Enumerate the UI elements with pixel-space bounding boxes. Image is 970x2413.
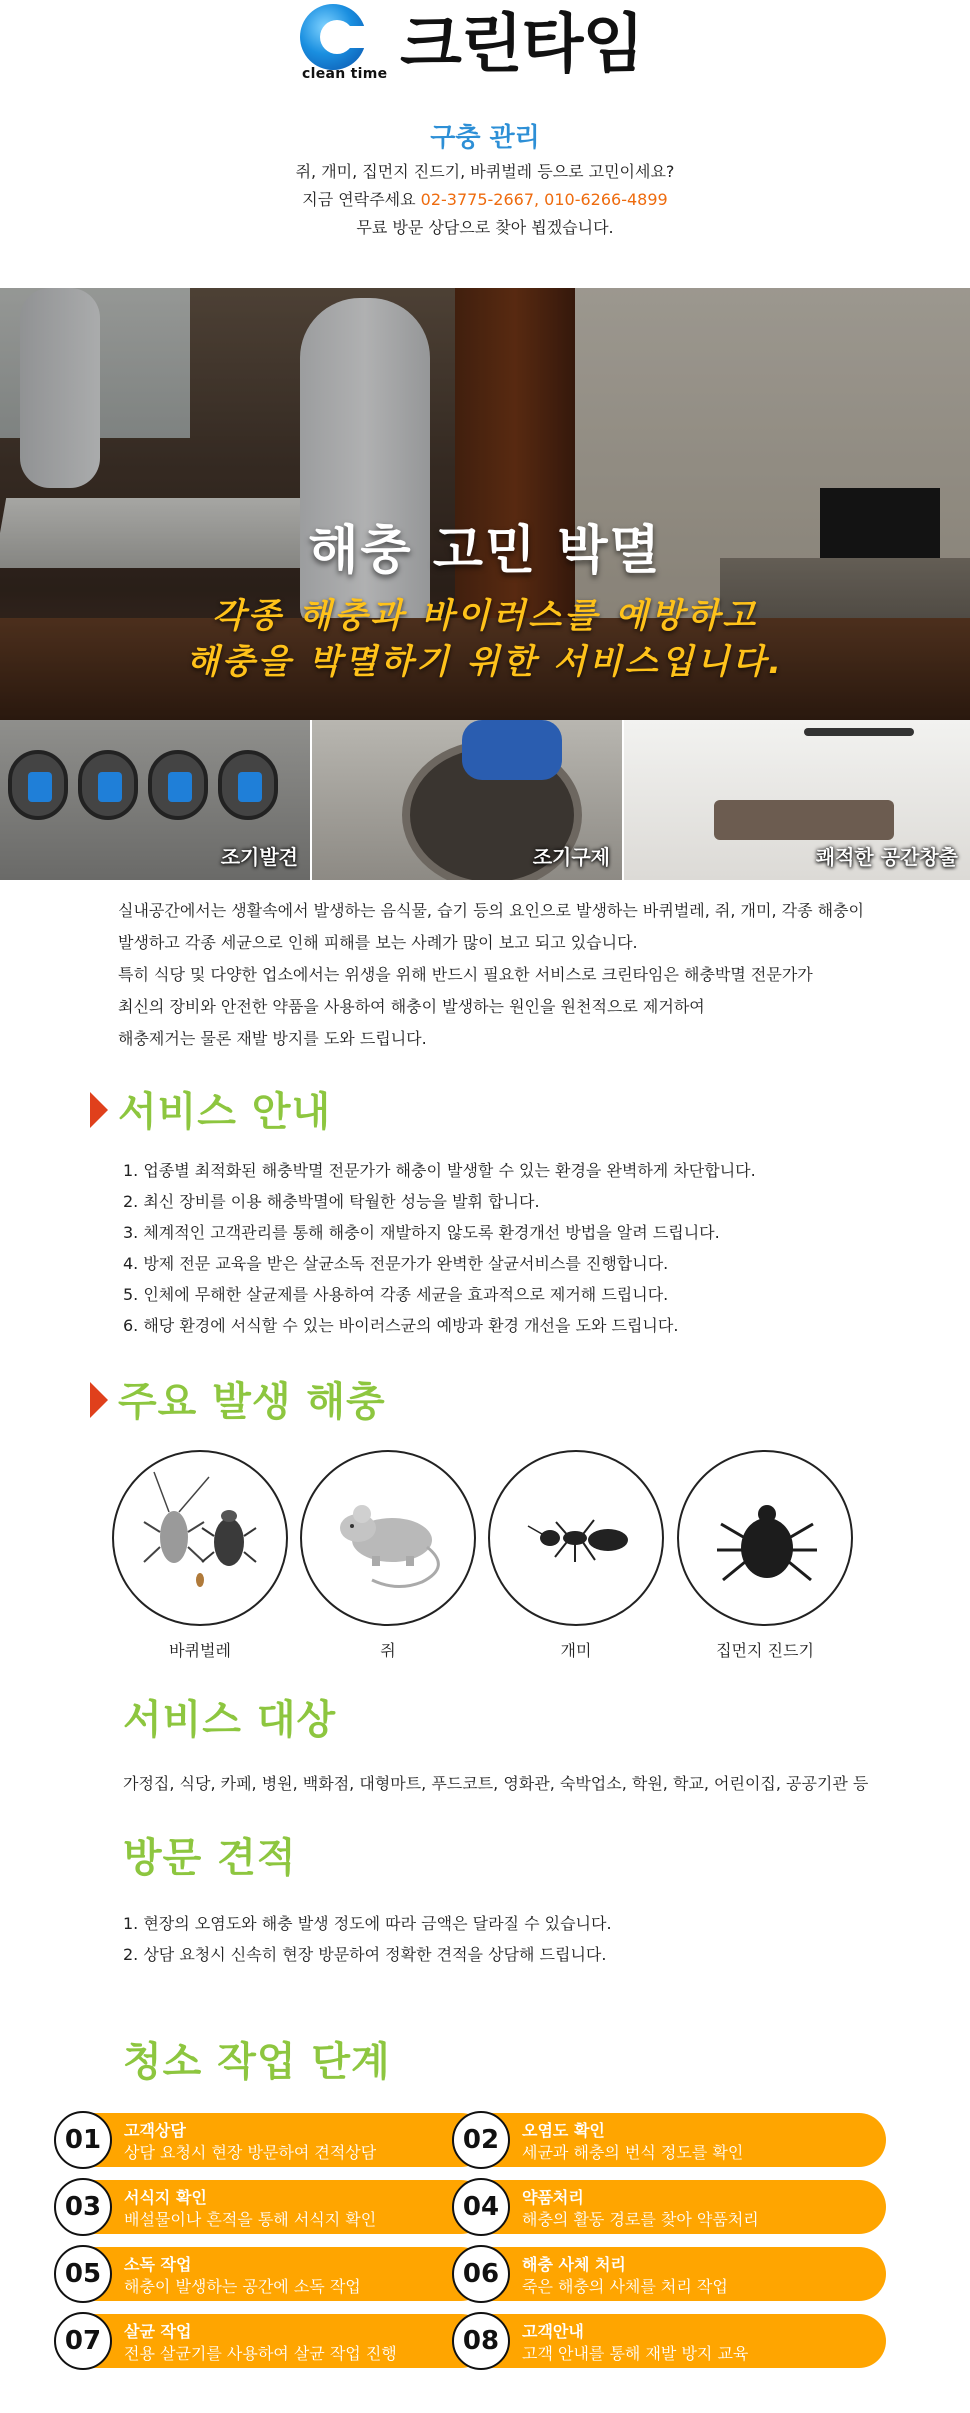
phone-number-link[interactable]: 02-3775-2667, 010-6266-4899 — [420, 190, 668, 209]
section-title: 서비스 안내 — [118, 1089, 332, 1135]
page-title: 구충 관리 — [430, 123, 540, 153]
step-item — [60, 2180, 488, 2234]
pest-label: 개미 — [560, 1641, 592, 1660]
step-title: 고객안내 — [522, 2322, 584, 2341]
sofa-image — [714, 800, 894, 840]
step-number: 06 — [452, 2245, 510, 2303]
step-description: 해충의 활동 경로를 찾아 약품처리 — [522, 2210, 759, 2229]
logo-c-mark — [300, 4, 366, 70]
step-number: 04 — [452, 2178, 510, 2236]
photo-strip — [0, 720, 970, 880]
arrow-right-icon — [90, 1382, 108, 1418]
step-title: 약품처리 — [522, 2188, 584, 2207]
description-line: 해충제거는 물론 재발 방지를 도와 드립니다. — [118, 1029, 427, 1048]
list-item: 5. 인체에 무해한 살균제를 사용하여 각종 세균을 효과적으로 제거해 드립니다. — [123, 1285, 669, 1304]
step-number: 08 — [452, 2312, 510, 2370]
trap-image — [78, 750, 138, 820]
logo-name: 크린타임 — [400, 8, 644, 82]
step-number: 03 — [54, 2178, 112, 2236]
section-title: 서비스 대상 — [123, 1697, 337, 1743]
step-title: 살균 작업 — [124, 2322, 192, 2341]
step-item — [60, 2247, 488, 2301]
intro-block — [0, 118, 970, 242]
step-description: 고객 안내를 통해 재발 방지 교육 — [522, 2344, 749, 2363]
visit-estimate-list — [123, 1908, 612, 1970]
pest-label: 바퀴벌레 — [169, 1641, 231, 1660]
step-number: 02 — [452, 2111, 510, 2169]
section-title: 방문 견적 — [123, 1835, 297, 1881]
step-title: 해충 사체 처리 — [522, 2255, 626, 2274]
list-item: 3. 체계적인 고객관리를 통해 해충이 재발하지 않도록 환경개선 방법을 알려 드립니다. — [123, 1223, 720, 1242]
pest-label: 집먼지 진드기 — [716, 1641, 814, 1660]
step-description: 죽은 해충의 사체를 처리 작업 — [522, 2277, 728, 2296]
section-title: 청소 작업 단계 — [123, 2039, 391, 2085]
step-item — [60, 2314, 488, 2368]
targets-line: 가정집, 식당, 카페, 병원, 백화점, 대형마트, 푸드코트, 영화관, 숙박업소, 학원, 학교, 어린이집, 공공기관 등 — [123, 1774, 869, 1793]
photo-caption: 조기발견 — [220, 845, 298, 869]
step-description: 세균과 해충의 번식 정도를 확인 — [522, 2143, 744, 2162]
step-item — [458, 2247, 886, 2301]
step-item — [60, 2113, 488, 2167]
step-item — [458, 2180, 886, 2234]
photo-clean-space — [624, 720, 970, 880]
list-item: 4. 방제 전문 교육을 받은 살균소독 전문가가 완벽한 살균서비스를 진행합니다. — [123, 1254, 669, 1273]
list-item: 2. 최신 장비를 이용 해충박멸에 탁월한 성능을 발휘 합니다. — [123, 1192, 540, 1211]
step-item — [458, 2314, 886, 2368]
step-number: 01 — [54, 2111, 112, 2169]
description-line: 특히 식당 및 다양한 업소에서는 위생을 위해 반드시 필요한 서비스로 크린타임은 해충박멸 전문가가 — [118, 965, 813, 984]
step-description: 배설물이나 흔적을 통해 서식지 확인 — [124, 2210, 377, 2229]
step-title: 서식지 확인 — [124, 2188, 207, 2207]
step-item — [458, 2113, 886, 2167]
description-line: 실내공간에서는 생활속에서 발생하는 음식물, 습기 등의 요인으로 발생하는 바퀴벌레, 쥐, 개미, 각종 해충이 — [118, 901, 864, 920]
intro-contact-prefix: 지금 연락주세요 — [302, 190, 421, 209]
hero-heading: 해충 고민 박멸 — [308, 521, 662, 581]
list-item: 1. 업종별 최적화된 해충박멸 전문가가 해충이 발생할 수 있는 환경을 완벽하게 차단합니다. — [123, 1161, 756, 1180]
description-line: 최신의 장비와 안전한 약품을 사용하여 해충이 발생하는 원인을 원천적으로 제거하여 — [118, 997, 705, 1016]
logo-subtitle: clean time — [302, 66, 388, 82]
service-guide-list — [123, 1155, 756, 1341]
intro-line-2 — [0, 186, 970, 214]
rat-icon — [300, 1450, 476, 1626]
photo-caption: 쾌적한 공간창출 — [815, 845, 958, 869]
step-title: 오염도 확인 — [522, 2121, 605, 2140]
intro-line-1: 쥐, 개미, 집먼지 진드기, 바퀴벌레 등으로 고민이세요? — [295, 162, 675, 181]
list-item: 6. 해당 환경에 서식할 수 있는 바이러스균의 예방과 환경 개선을 도와 드립니다. — [123, 1316, 679, 1335]
step-title: 소독 작업 — [124, 2255, 192, 2274]
trap-image — [218, 750, 278, 820]
intro-line-3: 무료 방문 상담으로 찾아 뵙겠습니다. — [356, 218, 614, 237]
section-service-guide — [90, 1080, 331, 1137]
step-description: 상담 요청시 현장 방문하여 견적상담 — [124, 2143, 377, 2162]
step-description: 해충이 발생하는 공간에 소독 작업 — [124, 2277, 361, 2296]
trap-image — [8, 750, 68, 820]
pest-label: 쥐 — [380, 1641, 396, 1660]
ceiling-fan-image — [804, 728, 914, 736]
step-number: 05 — [54, 2245, 112, 2303]
hero-tagline-2: 해충을 박멸하기 위한 서비스입니다. — [185, 642, 785, 682]
cockroach-icon — [112, 1450, 288, 1626]
hero-banner — [0, 288, 970, 720]
mite-icon — [677, 1450, 853, 1626]
photo-early-detection — [0, 720, 310, 880]
photo-early-treatment — [312, 720, 622, 880]
list-item: 2. 상담 요청시 신속히 현장 방문하여 정확한 견적을 상담해 드립니다. — [123, 1945, 607, 1964]
worker-arm-image — [462, 720, 562, 780]
hero-tagline-1: 각종 해충과 바이러스를 예방하고 — [211, 596, 759, 636]
section-visit-estimate — [123, 1826, 297, 1883]
step-description: 전용 살균기를 사용하여 살균 작업 진행 — [124, 2344, 397, 2363]
step-title: 고객상담 — [124, 2121, 186, 2140]
trap-image — [148, 750, 208, 820]
description-line: 발생하고 각종 세균으로 인해 피해를 보는 사례가 많이 보고 되고 있습니다. — [118, 933, 638, 952]
section-work-steps — [123, 2030, 391, 2087]
step-number: 07 — [54, 2312, 112, 2370]
ant-icon — [488, 1450, 664, 1626]
section-service-targets — [123, 1688, 336, 1745]
photo-caption: 조기구제 — [532, 845, 610, 869]
description — [118, 895, 918, 1055]
list-item: 1. 현장의 오염도와 해충 발생 정도에 따라 금액은 달라질 수 있습니다. — [123, 1914, 612, 1933]
section-title: 주요 발생 해충 — [118, 1379, 386, 1425]
arrow-right-icon — [90, 1092, 108, 1128]
brand-logo[interactable] — [300, 4, 680, 86]
section-pests — [90, 1370, 386, 1427]
service-targets-text — [123, 1768, 868, 1799]
